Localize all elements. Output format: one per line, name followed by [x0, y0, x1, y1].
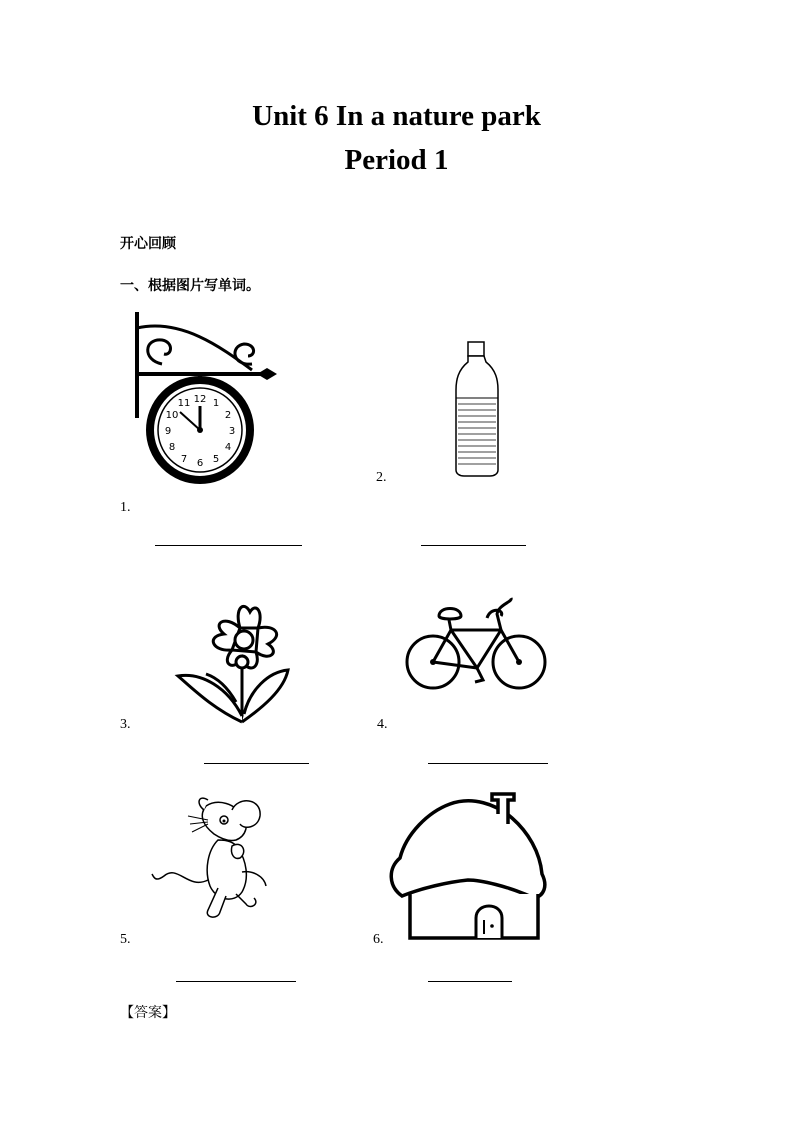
item-number-4: 4.: [377, 717, 388, 732]
section-heading-task: 一、根据图片写单词。: [120, 278, 260, 294]
svg-text:4: 4: [224, 442, 232, 453]
house-icon: [388, 790, 550, 946]
answer-blank-2[interactable]: [421, 545, 526, 546]
answer-blank-6[interactable]: [428, 981, 512, 982]
clock-icon: [122, 308, 282, 486]
item-number-2: 2.: [376, 470, 387, 485]
svg-text:6: 6: [196, 458, 204, 469]
bicycle-icon: [403, 596, 549, 692]
flower-icon: [172, 598, 292, 726]
svg-text:10: 10: [165, 410, 179, 421]
item-number-6: 6.: [373, 932, 384, 947]
svg-text:1: 1: [212, 398, 220, 409]
item-number-1: 1.: [120, 500, 131, 515]
answer-blank-1[interactable]: [155, 545, 302, 546]
page-subtitle: Period 1: [344, 144, 449, 176]
answer-heading: 【答案】: [120, 1005, 176, 1021]
answer-blank-5[interactable]: [176, 981, 296, 982]
svg-text:3: 3: [228, 426, 236, 437]
item-number-5: 5.: [120, 932, 131, 947]
svg-text:5: 5: [212, 454, 220, 465]
item-number-3: 3.: [120, 717, 131, 732]
svg-text:9: 9: [164, 426, 172, 437]
svg-text:12: 12: [193, 394, 207, 405]
mouse-icon: [138, 780, 300, 942]
answer-blank-4[interactable]: [428, 763, 548, 764]
svg-text:8: 8: [168, 442, 176, 453]
answer-blank-3[interactable]: [204, 763, 309, 764]
section-heading-review: 开心回顾: [120, 236, 176, 252]
page-title: Unit 6 In a nature park: [252, 100, 541, 132]
bottle-icon: [452, 340, 502, 478]
svg-text:11: 11: [177, 398, 191, 409]
svg-text:2: 2: [224, 410, 232, 421]
svg-text:7: 7: [180, 454, 188, 465]
